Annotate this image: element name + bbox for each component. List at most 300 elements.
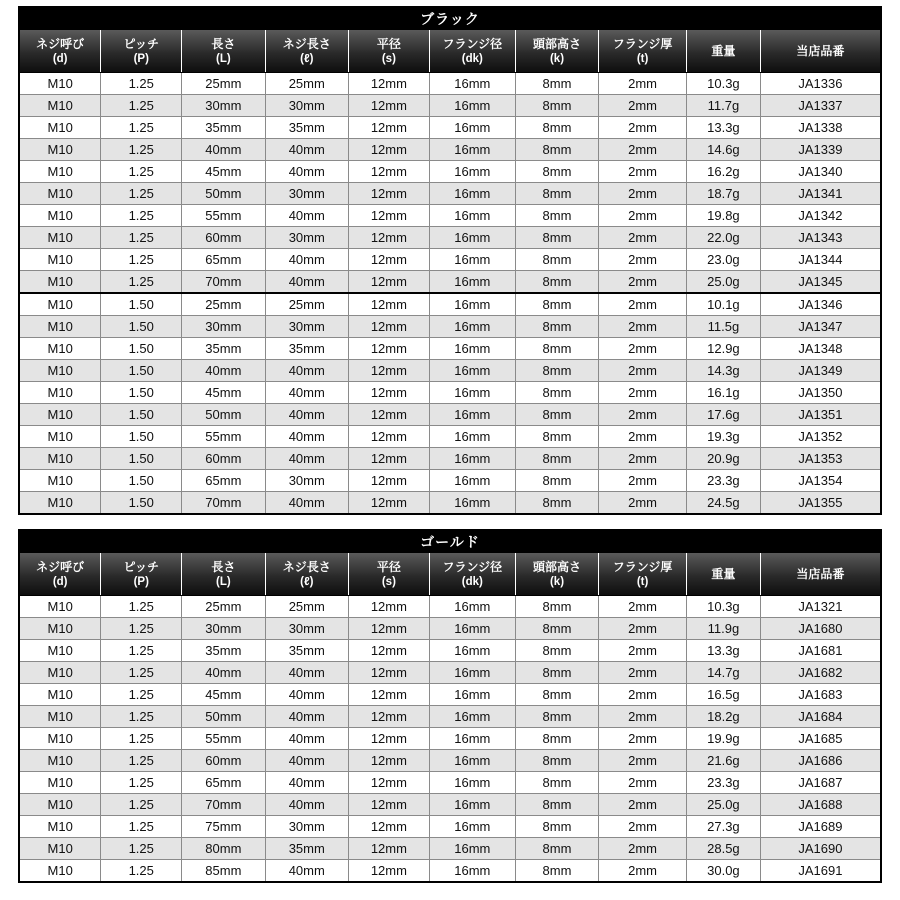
column-header: ネジ呼び (d) xyxy=(20,553,101,596)
table-cell: 12mm xyxy=(348,618,429,640)
table-cell: 12mm xyxy=(348,95,429,117)
table-cell: 21.6g xyxy=(686,750,760,772)
table-cell: 70mm xyxy=(182,271,265,294)
table-cell: JA1681 xyxy=(760,640,880,662)
table-cell: 50mm xyxy=(182,404,265,426)
table-cell: 8mm xyxy=(515,816,598,838)
table-cell: 80mm xyxy=(182,838,265,860)
table-cell: JA1336 xyxy=(760,73,880,95)
table-cell: JA1691 xyxy=(760,860,880,882)
table-cell: 12mm xyxy=(348,816,429,838)
table-cell: 30mm xyxy=(265,470,348,492)
table-cell: JA1321 xyxy=(760,596,880,618)
table-cell: 18.7g xyxy=(686,183,760,205)
table-cell: 2mm xyxy=(599,750,687,772)
table-cell: 12mm xyxy=(348,338,429,360)
table-cell: JA1337 xyxy=(760,95,880,117)
table-cell: 2mm xyxy=(599,293,687,316)
table-cell: 40mm xyxy=(265,706,348,728)
table-cell: 2mm xyxy=(599,73,687,95)
table-title: ブラック xyxy=(20,8,880,30)
table-row xyxy=(20,838,880,860)
table-cell: 11.9g xyxy=(686,618,760,640)
table-cell: 65mm xyxy=(182,249,265,271)
table-cell: 40mm xyxy=(265,139,348,161)
table-row xyxy=(20,271,880,294)
table-cell: JA1686 xyxy=(760,750,880,772)
table-cell: JA1341 xyxy=(760,183,880,205)
table-cell: 16.2g xyxy=(686,161,760,183)
table-cell: 40mm xyxy=(182,662,265,684)
table-cell: 16mm xyxy=(429,117,515,139)
table-cell: 25mm xyxy=(265,73,348,95)
table-cell: M10 xyxy=(20,95,101,117)
table-cell: 8mm xyxy=(515,470,598,492)
table-row xyxy=(20,596,880,618)
table-cell: 1.50 xyxy=(101,338,182,360)
table-cell: 40mm xyxy=(182,360,265,382)
table-cell: 25mm xyxy=(265,596,348,618)
table-cell: 65mm xyxy=(182,470,265,492)
table-cell: 23.3g xyxy=(686,470,760,492)
table-cell: 2mm xyxy=(599,382,687,404)
table-cell: 12mm xyxy=(348,794,429,816)
table-cell: M10 xyxy=(20,293,101,316)
table-cell: 12mm xyxy=(348,249,429,271)
table-cell: 8mm xyxy=(515,426,598,448)
table-cell: 1.50 xyxy=(101,470,182,492)
table-row xyxy=(20,728,880,750)
table-cell: 1.25 xyxy=(101,816,182,838)
column-header: ネジ長さ (ℓ) xyxy=(265,553,348,596)
table-cell: M10 xyxy=(20,227,101,249)
table-cell: 8mm xyxy=(515,293,598,316)
table-cell: 23.3g xyxy=(686,772,760,794)
table-cell: 2mm xyxy=(599,117,687,139)
table-cell: 12mm xyxy=(348,492,429,514)
table-cell: 1.50 xyxy=(101,404,182,426)
table-cell: 16mm xyxy=(429,684,515,706)
table-cell: 1.25 xyxy=(101,838,182,860)
table-cell: 12mm xyxy=(348,117,429,139)
table-cell: 8mm xyxy=(515,183,598,205)
table-row xyxy=(20,640,880,662)
table-cell: M10 xyxy=(20,772,101,794)
table-cell: 2mm xyxy=(599,772,687,794)
table-cell: 11.5g xyxy=(686,316,760,338)
table-cell: 1.25 xyxy=(101,249,182,271)
table-cell: M10 xyxy=(20,596,101,618)
table-row xyxy=(20,95,880,117)
table-cell: 16mm xyxy=(429,470,515,492)
table-cell: 30mm xyxy=(265,816,348,838)
table-cell: 1.25 xyxy=(101,794,182,816)
table-cell: 16mm xyxy=(429,338,515,360)
table-cell: 25mm xyxy=(182,73,265,95)
table-row xyxy=(20,382,880,404)
table-cell: 2mm xyxy=(599,596,687,618)
table-cell: M10 xyxy=(20,161,101,183)
table-cell: M10 xyxy=(20,249,101,271)
table-cell: 8mm xyxy=(515,382,598,404)
table-cell: 8mm xyxy=(515,227,598,249)
table-cell: 30mm xyxy=(265,95,348,117)
table-cell: 14.6g xyxy=(686,139,760,161)
table-cell: 12mm xyxy=(348,205,429,227)
table-cell: 60mm xyxy=(182,227,265,249)
table-cell: 1.50 xyxy=(101,382,182,404)
table-cell: 35mm xyxy=(265,117,348,139)
table-cell: 2mm xyxy=(599,640,687,662)
table-cell: 12mm xyxy=(348,860,429,882)
table-cell: 1.50 xyxy=(101,448,182,470)
table-cell: M10 xyxy=(20,816,101,838)
table-cell: 8mm xyxy=(515,684,598,706)
table-row xyxy=(20,492,880,514)
table-cell: 1.50 xyxy=(101,316,182,338)
column-header: 重量 xyxy=(686,30,760,73)
table-cell: 1.25 xyxy=(101,596,182,618)
table-cell: JA1349 xyxy=(760,360,880,382)
table-row xyxy=(20,249,880,271)
table-cell: JA1338 xyxy=(760,117,880,139)
table-cell: M10 xyxy=(20,183,101,205)
table-cell: 8mm xyxy=(515,404,598,426)
table-cell: 16mm xyxy=(429,794,515,816)
table-cell: 40mm xyxy=(265,426,348,448)
spec-table xyxy=(20,553,880,881)
table-cell: 40mm xyxy=(265,794,348,816)
table-row xyxy=(20,73,880,95)
table-cell: 12mm xyxy=(348,470,429,492)
table-cell: 8mm xyxy=(515,448,598,470)
column-header: 頭部高さ (k) xyxy=(515,553,598,596)
table-cell: 40mm xyxy=(265,448,348,470)
table-cell: 16mm xyxy=(429,596,515,618)
table-cell: M10 xyxy=(20,860,101,882)
table-cell: M10 xyxy=(20,404,101,426)
table-row xyxy=(20,293,880,316)
column-header: 重量 xyxy=(686,553,760,596)
table-cell: 1.25 xyxy=(101,95,182,117)
table-cell: 16mm xyxy=(429,95,515,117)
table-cell: 8mm xyxy=(515,360,598,382)
table-cell: 8mm xyxy=(515,838,598,860)
table-cell: M10 xyxy=(20,492,101,514)
table-cell: 16.1g xyxy=(686,382,760,404)
table-cell: 12mm xyxy=(348,316,429,338)
table-cell: 55mm xyxy=(182,205,265,227)
column-header: 当店品番 xyxy=(760,553,880,596)
table-cell: M10 xyxy=(20,618,101,640)
table-cell: 16mm xyxy=(429,73,515,95)
table-row xyxy=(20,161,880,183)
table-row xyxy=(20,618,880,640)
table-cell: 8mm xyxy=(515,750,598,772)
table-cell: 19.8g xyxy=(686,205,760,227)
table-cell: 13.3g xyxy=(686,640,760,662)
table-cell: 8mm xyxy=(515,662,598,684)
table-cell: 20.9g xyxy=(686,448,760,470)
table-cell: M10 xyxy=(20,139,101,161)
table-cell: 2mm xyxy=(599,794,687,816)
table-cell: 8mm xyxy=(515,618,598,640)
table-cell: 2mm xyxy=(599,426,687,448)
table-cell: 8mm xyxy=(515,316,598,338)
table-cell: 8mm xyxy=(515,161,598,183)
table-cell: 30.0g xyxy=(686,860,760,882)
table-cell: JA1351 xyxy=(760,404,880,426)
table-cell: 1.25 xyxy=(101,183,182,205)
table-row xyxy=(20,117,880,139)
table-cell: M10 xyxy=(20,662,101,684)
table-cell: 2mm xyxy=(599,271,687,294)
table-cell: JA1344 xyxy=(760,249,880,271)
table-cell: 1.25 xyxy=(101,728,182,750)
table-cell: 30mm xyxy=(182,618,265,640)
table-cell: 65mm xyxy=(182,772,265,794)
table-cell: 25.0g xyxy=(686,794,760,816)
table-cell: 1.50 xyxy=(101,426,182,448)
table-row xyxy=(20,816,880,838)
table-cell: 12mm xyxy=(348,750,429,772)
table-cell: 12mm xyxy=(348,139,429,161)
table-cell: 14.7g xyxy=(686,662,760,684)
table-cell: 30mm xyxy=(182,316,265,338)
table-cell: 40mm xyxy=(265,772,348,794)
table-cell: 1.25 xyxy=(101,271,182,294)
table-cell: 2mm xyxy=(599,838,687,860)
table-cell: 35mm xyxy=(265,640,348,662)
column-header: フランジ厚 (t) xyxy=(599,30,687,73)
table-cell: 12mm xyxy=(348,227,429,249)
table-header xyxy=(20,553,880,596)
table-cell: 23.0g xyxy=(686,249,760,271)
table-cell: 19.3g xyxy=(686,426,760,448)
table-cell: 16mm xyxy=(429,227,515,249)
table-cell: M10 xyxy=(20,117,101,139)
table-cell: 40mm xyxy=(265,382,348,404)
table-cell: 1.25 xyxy=(101,117,182,139)
table-cell: 40mm xyxy=(265,684,348,706)
table-cell: 60mm xyxy=(182,750,265,772)
table-cell: 2mm xyxy=(599,618,687,640)
table-cell: 25mm xyxy=(182,293,265,316)
table-cell: M10 xyxy=(20,684,101,706)
table-cell: 70mm xyxy=(182,492,265,514)
table-cell: JA1689 xyxy=(760,816,880,838)
table-cell: 16mm xyxy=(429,183,515,205)
table-header xyxy=(20,30,880,73)
table-cell: 16mm xyxy=(429,492,515,514)
table-cell: 25mm xyxy=(182,596,265,618)
table-cell: JA1688 xyxy=(760,794,880,816)
table-cell: 12mm xyxy=(348,662,429,684)
table-cell: 2mm xyxy=(599,249,687,271)
table-cell: JA1343 xyxy=(760,227,880,249)
table-cell: JA1342 xyxy=(760,205,880,227)
column-header: ピッチ (P) xyxy=(101,553,182,596)
table-body xyxy=(20,596,880,882)
table-cell: 16mm xyxy=(429,293,515,316)
table-cell: 1.25 xyxy=(101,618,182,640)
column-header: ネジ長さ (ℓ) xyxy=(265,30,348,73)
table-cell: 10.3g xyxy=(686,73,760,95)
table-cell: 40mm xyxy=(265,249,348,271)
table-cell: 12mm xyxy=(348,293,429,316)
table-cell: 8mm xyxy=(515,139,598,161)
table-cell: 8mm xyxy=(515,73,598,95)
table-cell: M10 xyxy=(20,750,101,772)
table-cell: JA1682 xyxy=(760,662,880,684)
table-cell: 70mm xyxy=(182,794,265,816)
table-cell: 2mm xyxy=(599,816,687,838)
table-cell: 8mm xyxy=(515,860,598,882)
table-cell: 16mm xyxy=(429,448,515,470)
column-header: フランジ径 (dk) xyxy=(429,30,515,73)
table-cell: 2mm xyxy=(599,448,687,470)
table-cell: 35mm xyxy=(265,338,348,360)
table-cell: 2mm xyxy=(599,728,687,750)
table-cell: 8mm xyxy=(515,492,598,514)
table-cell: 1.25 xyxy=(101,205,182,227)
table-cell: 30mm xyxy=(265,227,348,249)
table-cell: M10 xyxy=(20,426,101,448)
table-cell: 8mm xyxy=(515,249,598,271)
table-cell: 1.50 xyxy=(101,492,182,514)
table-cell: M10 xyxy=(20,382,101,404)
table-row xyxy=(20,706,880,728)
table-cell: M10 xyxy=(20,205,101,227)
column-header: フランジ厚 (t) xyxy=(599,553,687,596)
table-cell: M10 xyxy=(20,338,101,360)
table-cell: 12mm xyxy=(348,161,429,183)
table-cell: 16mm xyxy=(429,404,515,426)
table-row xyxy=(20,205,880,227)
table-cell: 16mm xyxy=(429,816,515,838)
table-cell: JA1353 xyxy=(760,448,880,470)
table-cell: JA1345 xyxy=(760,271,880,294)
table-cell: 8mm xyxy=(515,95,598,117)
table-cell: 8mm xyxy=(515,117,598,139)
table-cell: JA1340 xyxy=(760,161,880,183)
table-cell: 16mm xyxy=(429,662,515,684)
table-cell: M10 xyxy=(20,640,101,662)
table-cell: 1.25 xyxy=(101,662,182,684)
table-cell: M10 xyxy=(20,73,101,95)
table-cell: 2mm xyxy=(599,316,687,338)
table-cell: M10 xyxy=(20,360,101,382)
table-cell: 85mm xyxy=(182,860,265,882)
column-header: 頭部高さ (k) xyxy=(515,30,598,73)
table-cell: 16mm xyxy=(429,360,515,382)
table-cell: 16mm xyxy=(429,640,515,662)
table-cell: 40mm xyxy=(265,750,348,772)
table-cell: 16.5g xyxy=(686,684,760,706)
gold-spec-table-section xyxy=(18,529,882,883)
table-cell: 2mm xyxy=(599,183,687,205)
table-cell: 16mm xyxy=(429,838,515,860)
column-header: フランジ径 (dk) xyxy=(429,553,515,596)
table-cell: 30mm xyxy=(182,95,265,117)
table-cell: JA1347 xyxy=(760,316,880,338)
table-cell: 1.25 xyxy=(101,139,182,161)
table-row xyxy=(20,470,880,492)
table-cell: 8mm xyxy=(515,728,598,750)
table-cell: 16mm xyxy=(429,316,515,338)
table-cell: 12mm xyxy=(348,838,429,860)
table-cell: M10 xyxy=(20,271,101,294)
table-row xyxy=(20,338,880,360)
table-cell: JA1352 xyxy=(760,426,880,448)
table-cell: M10 xyxy=(20,706,101,728)
column-header: 長さ (L) xyxy=(182,553,265,596)
table-cell: 8mm xyxy=(515,640,598,662)
table-cell: 12mm xyxy=(348,596,429,618)
spec-table xyxy=(20,30,880,513)
table-cell: 2mm xyxy=(599,404,687,426)
table-row xyxy=(20,750,880,772)
table-cell: 1.25 xyxy=(101,227,182,249)
table-cell: 45mm xyxy=(182,161,265,183)
table-body xyxy=(20,73,880,514)
table-cell: JA1680 xyxy=(760,618,880,640)
table-cell: 16mm xyxy=(429,161,515,183)
table-cell: 35mm xyxy=(265,838,348,860)
table-cell: 10.3g xyxy=(686,596,760,618)
table-cell: JA1684 xyxy=(760,706,880,728)
table-cell: 1.25 xyxy=(101,750,182,772)
table-cell: 18.2g xyxy=(686,706,760,728)
table-cell: 16mm xyxy=(429,706,515,728)
table-cell: 35mm xyxy=(182,640,265,662)
table-cell: 50mm xyxy=(182,706,265,728)
table-cell: 2mm xyxy=(599,205,687,227)
table-cell: 16mm xyxy=(429,772,515,794)
table-cell: JA1355 xyxy=(760,492,880,514)
table-cell: 16mm xyxy=(429,205,515,227)
table-cell: 2mm xyxy=(599,470,687,492)
table-cell: 12mm xyxy=(348,382,429,404)
table-cell: 16mm xyxy=(429,382,515,404)
table-cell: 16mm xyxy=(429,750,515,772)
column-header: 平径 (s) xyxy=(348,553,429,596)
table-cell: 2mm xyxy=(599,360,687,382)
table-row xyxy=(20,227,880,249)
table-cell: JA1687 xyxy=(760,772,880,794)
table-cell: 2mm xyxy=(599,706,687,728)
table-cell: 55mm xyxy=(182,426,265,448)
table-cell: 1.25 xyxy=(101,684,182,706)
table-row xyxy=(20,316,880,338)
table-cell: JA1348 xyxy=(760,338,880,360)
table-row xyxy=(20,183,880,205)
table-cell: 1.25 xyxy=(101,772,182,794)
table-cell: 12mm xyxy=(348,360,429,382)
table-cell: 8mm xyxy=(515,596,598,618)
table-row xyxy=(20,448,880,470)
table-cell: 14.3g xyxy=(686,360,760,382)
table-cell: JA1350 xyxy=(760,382,880,404)
table-cell: 30mm xyxy=(265,316,348,338)
table-cell: 16mm xyxy=(429,728,515,750)
table-cell: 12mm xyxy=(348,640,429,662)
table-cell: 8mm xyxy=(515,794,598,816)
column-header: 当店品番 xyxy=(760,30,880,73)
table-cell: 35mm xyxy=(182,338,265,360)
table-cell: 13.3g xyxy=(686,117,760,139)
table-cell: 75mm xyxy=(182,816,265,838)
